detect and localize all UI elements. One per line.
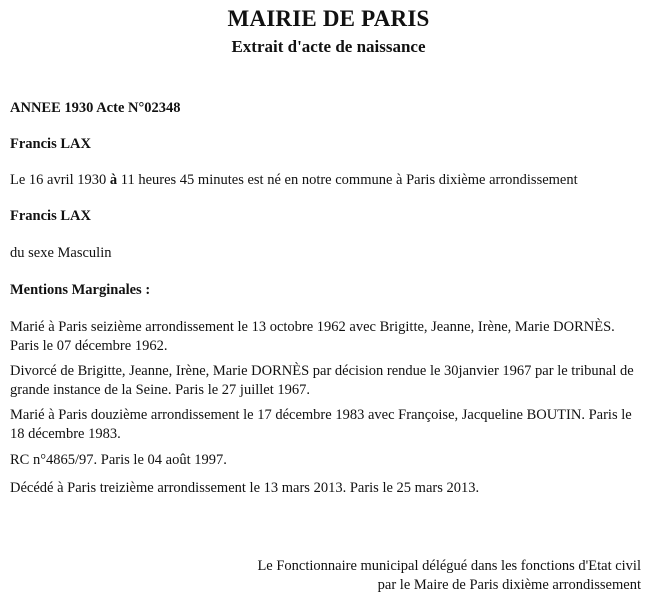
birth-statement-prefix: Le 16 avril 1930: [10, 172, 110, 188]
birth-statement-a: à: [109, 172, 118, 188]
acte-reference: ANNEE 1930 Acte N°02348: [10, 100, 181, 116]
mention-item-rc-1997: RC n°4865/97. Paris le 04 août 1997.: [10, 452, 227, 468]
person-name-bottom: Francis LAX: [10, 208, 91, 224]
signature-line-1: Le Fonctionnaire municipal délégué dans les fonctions d'Etat civil: [257, 558, 641, 574]
sex-statement: du sexe Masculin: [10, 245, 112, 261]
mention-item-marriage-1983: Marié à Paris douzième arrondissement le 17 décembre 1983 avec Françoise, Jacqueline BOUTIN. Paris le 18 décembre 1983.: [10, 407, 632, 442]
person-name-top: Francis LAX: [10, 136, 91, 152]
mention-item-death-2013: Décédé à Paris treizième arrondissement le 13 mars 2013. Paris le 25 mars 2013.: [10, 480, 480, 496]
document-title: MAIRIE DE PARIS: [227, 6, 430, 31]
signature-line-2: par le Maire de Paris dixième arrondissement: [377, 577, 641, 593]
birth-statement: [10, 172, 578, 189]
document-subtitle: Extrait d'acte de naissance: [231, 37, 426, 56]
mention-item-divorce-1967: Divorcé de Brigitte, Jeanne, Irène, Marie DORNÈS par décision rendue le 30janvier 1967 par le tribunal de grande instance de la Seine. Paris le 27 juillet 1967.: [10, 363, 634, 398]
mentions-heading: Mentions Marginales :: [10, 282, 151, 298]
birth-statement-suffix: 11 heures 45 minutes est né en notre commune à Paris dixième arrondissement: [117, 172, 578, 188]
mention-item-marriage-1962: Marié à Paris seizième arrondissement le 13 octobre 1962 avec Brigitte, Jeanne, Irène, Marie DORNÈS. Paris le 07 décembre 1962.: [10, 319, 615, 354]
